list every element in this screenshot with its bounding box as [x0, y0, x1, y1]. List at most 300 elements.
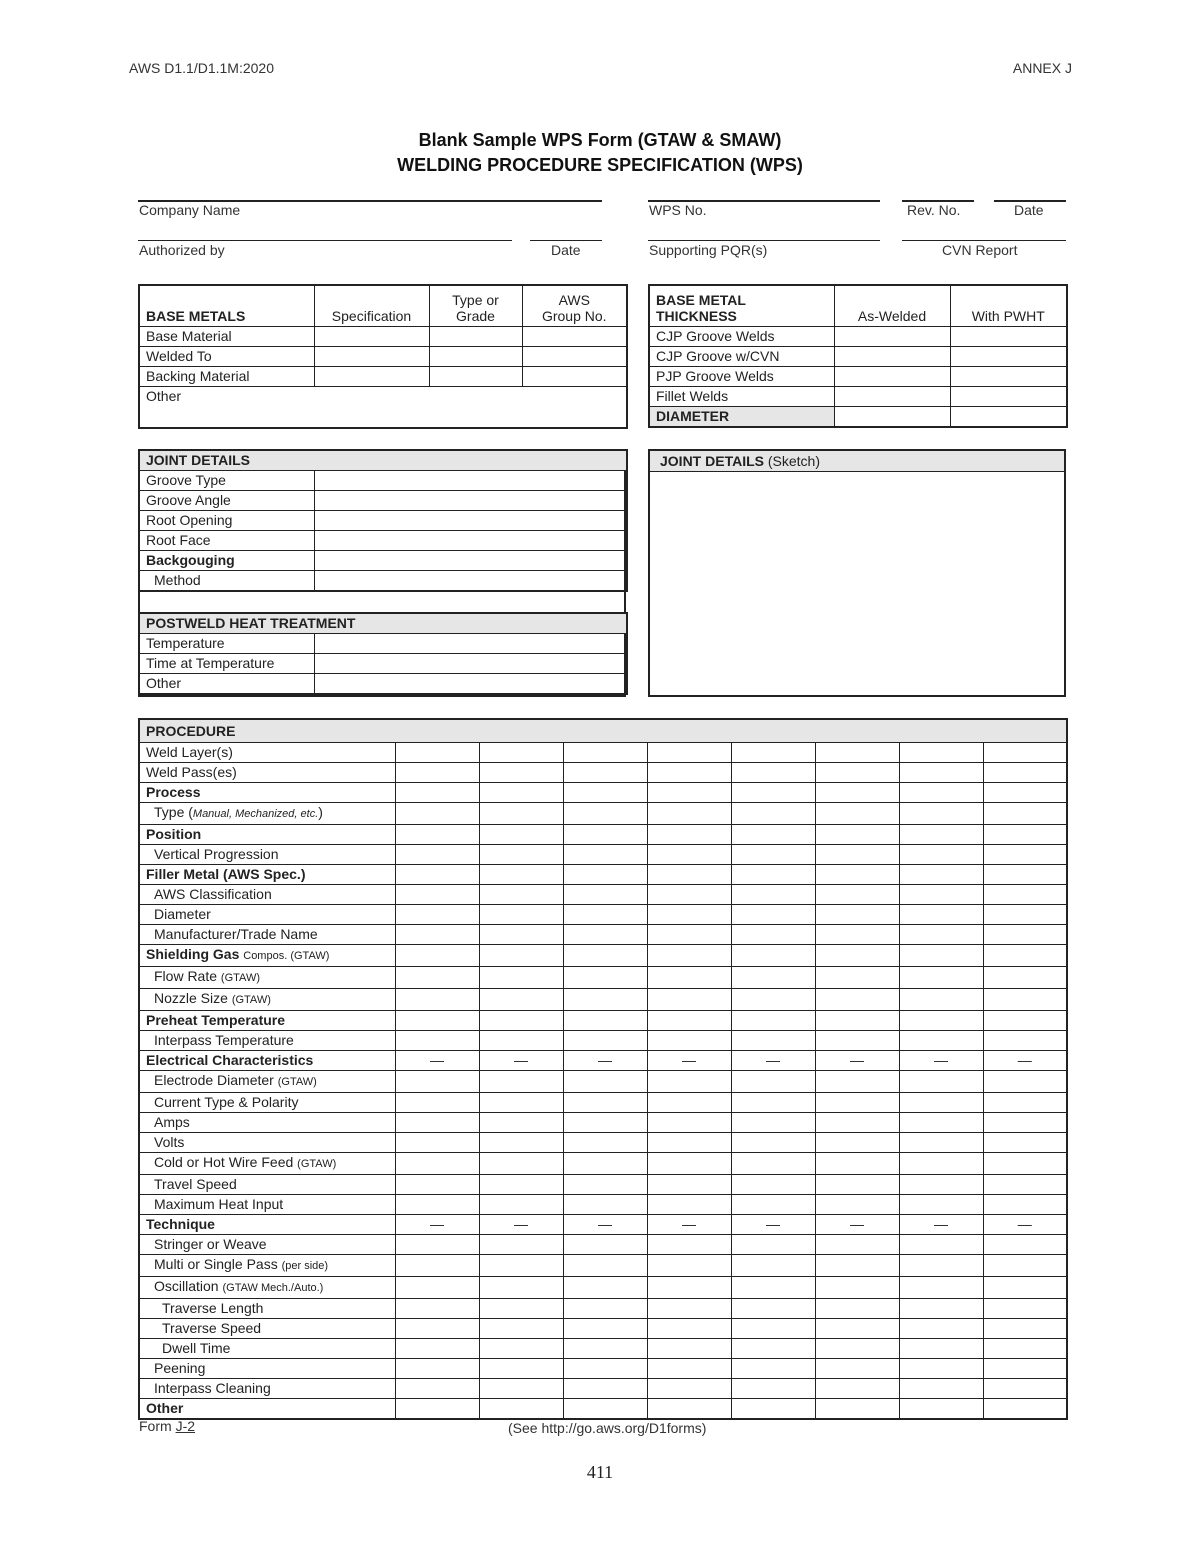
input-cell[interactable] — [563, 989, 647, 1011]
table-row — [139, 1011, 1067, 1031]
forms-url[interactable]: (See http://go.aws.org/D1forms) — [508, 1420, 707, 1436]
input-cell[interactable] — [899, 803, 983, 825]
input-cell[interactable] — [983, 1255, 1067, 1277]
input-cell[interactable] — [983, 1339, 1067, 1359]
input-cell[interactable] — [815, 763, 899, 783]
input-cell[interactable] — [950, 367, 1067, 387]
input-cell[interactable] — [647, 1031, 731, 1051]
input-cell[interactable] — [563, 1175, 647, 1195]
input-cell[interactable] — [647, 1299, 731, 1319]
input-cell[interactable] — [395, 1133, 479, 1153]
input-cell[interactable] — [731, 1153, 815, 1175]
input-cell[interactable] — [647, 845, 731, 865]
input-cell[interactable] — [395, 845, 479, 865]
input-cell[interactable] — [731, 925, 815, 945]
input-cell[interactable] — [899, 1339, 983, 1359]
input-cell[interactable] — [815, 1277, 899, 1299]
input-cell[interactable] — [647, 1195, 731, 1215]
input-cell[interactable] — [899, 825, 983, 845]
input-cell[interactable] — [950, 387, 1067, 407]
input-cell[interactable] — [647, 1319, 731, 1339]
input-cell[interactable] — [731, 783, 815, 803]
input-cell[interactable] — [563, 885, 647, 905]
input-cell[interactable] — [983, 1299, 1067, 1319]
row-label: Peening — [139, 1359, 395, 1379]
input-cell[interactable] — [479, 1113, 563, 1133]
input-cell[interactable] — [983, 1359, 1067, 1379]
input-cell[interactable] — [395, 743, 479, 763]
input-cell[interactable] — [479, 763, 563, 783]
input-cell[interactable] — [899, 865, 983, 885]
input-cell[interactable] — [395, 1195, 479, 1215]
input-cell[interactable] — [314, 571, 627, 592]
input-cell[interactable] — [815, 1093, 899, 1113]
auth-date-line[interactable] — [530, 240, 602, 241]
input-cell[interactable] — [647, 1235, 731, 1255]
input-cell[interactable] — [815, 1339, 899, 1359]
input-cell[interactable] — [899, 967, 983, 989]
row-label: Backgouging — [139, 551, 314, 571]
input-cell[interactable] — [522, 327, 627, 347]
input-cell[interactable] — [563, 1153, 647, 1175]
input-cell[interactable] — [731, 803, 815, 825]
input-cell[interactable] — [395, 865, 479, 885]
input-cell[interactable] — [731, 1133, 815, 1153]
input-cell[interactable] — [479, 1175, 563, 1195]
input-cell[interactable] — [314, 471, 627, 491]
input-cell[interactable] — [314, 511, 627, 531]
input-cell[interactable] — [395, 1399, 479, 1420]
input-cell[interactable] — [429, 327, 522, 347]
input-cell[interactable] — [429, 347, 522, 367]
input-cell[interactable] — [314, 327, 429, 347]
input-cell[interactable] — [314, 531, 627, 551]
input-cell[interactable] — [950, 347, 1067, 367]
input-cell[interactable] — [395, 1255, 479, 1277]
input-cell[interactable] — [563, 1399, 647, 1420]
input-cell[interactable] — [899, 905, 983, 925]
input-cell[interactable] — [983, 1277, 1067, 1299]
input-cell[interactable] — [834, 347, 950, 367]
input-cell[interactable] — [899, 1255, 983, 1277]
input-cell[interactable] — [479, 1399, 563, 1420]
input-cell[interactable] — [647, 945, 731, 967]
input-cell[interactable] — [479, 1093, 563, 1113]
input-cell[interactable] — [647, 1011, 731, 1031]
input-cell[interactable] — [563, 905, 647, 925]
input-cell[interactable] — [731, 743, 815, 763]
input-cell[interactable] — [983, 989, 1067, 1011]
input-cell[interactable] — [731, 1011, 815, 1031]
input-cell[interactable] — [647, 1093, 731, 1113]
input-cell[interactable] — [479, 1299, 563, 1319]
row-label: Groove Type — [139, 471, 314, 491]
input-cell[interactable] — [731, 1379, 815, 1399]
input-cell[interactable] — [395, 1153, 479, 1175]
input-cell[interactable] — [899, 1379, 983, 1399]
input-cell[interactable] — [395, 1319, 479, 1339]
input-cell[interactable] — [395, 885, 479, 905]
input-cell[interactable] — [429, 367, 522, 387]
table-row — [139, 1215, 1067, 1235]
input-cell[interactable] — [899, 743, 983, 763]
input-cell[interactable] — [395, 1093, 479, 1113]
input-cell[interactable] — [563, 967, 647, 989]
input-cell[interactable] — [731, 825, 815, 845]
input-cell[interactable] — [815, 865, 899, 885]
input-cell[interactable] — [647, 1175, 731, 1195]
input-cell[interactable] — [395, 1235, 479, 1255]
input-cell[interactable] — [983, 1319, 1067, 1339]
input-cell[interactable] — [395, 1339, 479, 1359]
input-cell[interactable] — [479, 1031, 563, 1051]
input-cell[interactable] — [479, 845, 563, 865]
input-cell[interactable] — [647, 743, 731, 763]
input-cell[interactable] — [815, 925, 899, 945]
input-cell[interactable] — [395, 1113, 479, 1133]
input-cell[interactable] — [647, 989, 731, 1011]
input-cell[interactable] — [314, 634, 627, 654]
input-cell[interactable] — [983, 1235, 1067, 1255]
input-cell[interactable] — [983, 1093, 1067, 1113]
input-cell[interactable] — [479, 1195, 563, 1215]
sketch-box[interactable] — [648, 449, 1066, 697]
input-cell[interactable] — [479, 1133, 563, 1153]
input-cell[interactable] — [522, 367, 627, 387]
input-cell[interactable] — [563, 1299, 647, 1319]
input-cell[interactable] — [899, 1277, 983, 1299]
input-cell[interactable] — [834, 387, 950, 407]
input-cell[interactable] — [815, 1399, 899, 1420]
input-cell[interactable] — [983, 945, 1067, 967]
input-cell[interactable] — [815, 1031, 899, 1051]
input-cell[interactable] — [731, 967, 815, 989]
input-cell[interactable] — [395, 1071, 479, 1093]
input-cell[interactable] — [731, 763, 815, 783]
input-cell[interactable] — [815, 1175, 899, 1195]
input-cell[interactable] — [815, 989, 899, 1011]
input-cell[interactable] — [899, 1113, 983, 1133]
input-cell[interactable] — [815, 1235, 899, 1255]
input-cell[interactable] — [731, 845, 815, 865]
input-cell[interactable] — [983, 845, 1067, 865]
input-cell[interactable] — [815, 1319, 899, 1339]
input-cell[interactable] — [899, 945, 983, 967]
input-cell[interactable] — [563, 1133, 647, 1153]
input-cell[interactable] — [983, 1153, 1067, 1175]
input-cell[interactable] — [647, 1153, 731, 1175]
input-cell[interactable] — [815, 1255, 899, 1277]
input-cell[interactable] — [563, 783, 647, 803]
input-cell[interactable] — [479, 1235, 563, 1255]
input-cell[interactable] — [479, 989, 563, 1011]
input-cell[interactable] — [899, 1399, 983, 1420]
input-cell[interactable] — [983, 1195, 1067, 1215]
input-cell[interactable] — [647, 783, 731, 803]
input-cell[interactable] — [834, 327, 950, 347]
input-cell[interactable] — [731, 1031, 815, 1051]
input-cell[interactable] — [314, 367, 429, 387]
input-cell[interactable] — [815, 1133, 899, 1153]
input-cell[interactable] — [647, 1379, 731, 1399]
input-cell[interactable] — [563, 925, 647, 945]
input-cell[interactable] — [647, 1399, 731, 1420]
input-cell[interactable] — [395, 825, 479, 845]
input-cell[interactable] — [563, 1319, 647, 1339]
input-cell[interactable] — [983, 803, 1067, 825]
input-cell[interactable] — [731, 885, 815, 905]
table-row — [139, 491, 627, 511]
input-cell[interactable] — [815, 967, 899, 989]
input-cell[interactable] — [647, 865, 731, 885]
input-cell[interactable] — [395, 1277, 479, 1299]
input-cell[interactable] — [899, 783, 983, 803]
input-cell[interactable] — [395, 1031, 479, 1051]
input-cell[interactable] — [395, 1379, 479, 1399]
input-cell[interactable] — [899, 1093, 983, 1113]
input-cell[interactable] — [815, 1379, 899, 1399]
input-cell[interactable] — [731, 945, 815, 967]
input-cell[interactable] — [563, 1277, 647, 1299]
input-cell[interactable] — [815, 743, 899, 763]
input-cell[interactable] — [563, 1093, 647, 1113]
input-cell[interactable] — [647, 825, 731, 845]
input-cell[interactable] — [479, 1379, 563, 1399]
input-cell[interactable] — [395, 1359, 479, 1379]
input-cell[interactable] — [815, 905, 899, 925]
cvn-report-line[interactable] — [902, 240, 1066, 241]
input-cell[interactable] — [899, 1299, 983, 1319]
input-cell[interactable] — [899, 1071, 983, 1093]
input-cell[interactable] — [899, 989, 983, 1011]
dash-cell: — — [815, 1051, 899, 1071]
input-cell[interactable] — [479, 1153, 563, 1175]
input-cell[interactable] — [563, 1255, 647, 1277]
input-cell[interactable] — [563, 1359, 647, 1379]
col-type-grade: Type or Grade — [429, 285, 522, 327]
input-cell[interactable] — [815, 885, 899, 905]
input-cell[interactable] — [983, 743, 1067, 763]
input-cell[interactable] — [479, 1339, 563, 1359]
input-cell[interactable] — [563, 763, 647, 783]
input-cell[interactable] — [899, 925, 983, 945]
input-cell[interactable] — [731, 1175, 815, 1195]
input-cell[interactable] — [899, 1011, 983, 1031]
input-cell[interactable] — [647, 1071, 731, 1093]
input-cell[interactable] — [479, 945, 563, 967]
input-cell[interactable] — [731, 1071, 815, 1093]
input-cell[interactable] — [647, 1133, 731, 1153]
input-cell[interactable] — [479, 925, 563, 945]
input-cell[interactable] — [647, 763, 731, 783]
input-cell[interactable] — [899, 1031, 983, 1051]
input-cell[interactable] — [563, 1235, 647, 1255]
input-cell[interactable] — [950, 407, 1067, 428]
input-cell[interactable] — [731, 1195, 815, 1215]
input-cell[interactable] — [314, 551, 627, 571]
input-cell[interactable] — [731, 1093, 815, 1113]
row-label: Time at Temperature — [139, 654, 314, 674]
input-cell[interactable] — [563, 803, 647, 825]
input-cell[interactable] — [479, 1319, 563, 1339]
input-cell[interactable] — [395, 1299, 479, 1319]
input-cell[interactable] — [563, 1113, 647, 1133]
input-cell[interactable] — [395, 905, 479, 925]
input-cell[interactable] — [983, 1133, 1067, 1153]
input-cell[interactable] — [815, 1359, 899, 1379]
input-cell[interactable] — [563, 1071, 647, 1093]
input-cell[interactable] — [815, 825, 899, 845]
input-cell[interactable] — [815, 1011, 899, 1031]
input-cell[interactable] — [563, 945, 647, 967]
input-cell[interactable] — [314, 654, 627, 674]
input-cell[interactable] — [563, 743, 647, 763]
input-cell[interactable] — [395, 803, 479, 825]
input-cell[interactable] — [395, 989, 479, 1011]
input-cell[interactable] — [731, 1359, 815, 1379]
input-cell[interactable] — [395, 1175, 479, 1195]
base-metals-other[interactable]: Other — [139, 387, 627, 429]
input-cell[interactable] — [899, 1133, 983, 1153]
dash-cell: — — [899, 1215, 983, 1235]
input-cell[interactable] — [899, 1319, 983, 1339]
input-cell[interactable] — [983, 783, 1067, 803]
input-cell[interactable] — [731, 1319, 815, 1339]
input-cell[interactable] — [647, 1113, 731, 1133]
input-cell[interactable] — [479, 1255, 563, 1277]
input-cell[interactable] — [563, 845, 647, 865]
input-cell[interactable] — [815, 1113, 899, 1133]
row-label: Filler Metal (AWS Spec.) — [139, 865, 395, 885]
input-cell[interactable] — [899, 1235, 983, 1255]
input-cell[interactable] — [479, 865, 563, 885]
input-cell[interactable] — [647, 1339, 731, 1359]
input-cell[interactable] — [815, 945, 899, 967]
input-cell[interactable] — [983, 967, 1067, 989]
input-cell[interactable] — [815, 1195, 899, 1215]
input-cell[interactable] — [647, 925, 731, 945]
input-cell[interactable] — [647, 1255, 731, 1277]
input-cell[interactable] — [563, 1031, 647, 1051]
input-cell[interactable] — [479, 1277, 563, 1299]
input-cell[interactable] — [395, 783, 479, 803]
input-cell[interactable] — [647, 885, 731, 905]
input-cell[interactable] — [563, 1339, 647, 1359]
input-cell[interactable] — [983, 1399, 1067, 1420]
input-cell[interactable] — [731, 1113, 815, 1133]
input-cell[interactable] — [834, 407, 950, 428]
input-cell[interactable] — [479, 825, 563, 845]
input-cell[interactable] — [983, 1031, 1067, 1051]
input-cell[interactable] — [647, 803, 731, 825]
input-cell[interactable] — [563, 1011, 647, 1031]
input-cell[interactable] — [731, 1339, 815, 1359]
input-cell[interactable] — [479, 905, 563, 925]
input-cell[interactable] — [479, 803, 563, 825]
input-cell[interactable] — [899, 1153, 983, 1175]
dash-cell: — — [731, 1215, 815, 1235]
input-cell[interactable] — [731, 1255, 815, 1277]
input-cell[interactable] — [983, 905, 1067, 925]
input-cell[interactable] — [522, 347, 627, 367]
input-cell[interactable] — [731, 905, 815, 925]
input-cell[interactable] — [731, 865, 815, 885]
input-cell[interactable] — [983, 1113, 1067, 1133]
input-cell[interactable] — [983, 885, 1067, 905]
input-cell[interactable] — [647, 1359, 731, 1379]
input-cell[interactable] — [731, 1277, 815, 1299]
input-cell[interactable] — [479, 967, 563, 989]
input-cell[interactable] — [815, 1299, 899, 1319]
input-cell[interactable] — [899, 763, 983, 783]
input-cell[interactable] — [479, 743, 563, 763]
input-cell[interactable] — [983, 1175, 1067, 1195]
input-cell[interactable] — [983, 1071, 1067, 1093]
input-cell[interactable] — [647, 1277, 731, 1299]
input-cell[interactable] — [983, 1379, 1067, 1399]
input-cell[interactable] — [314, 674, 627, 695]
input-cell[interactable] — [983, 763, 1067, 783]
dash-cell: — — [815, 1215, 899, 1235]
input-cell[interactable] — [731, 1299, 815, 1319]
table-row — [139, 531, 627, 551]
input-cell[interactable] — [479, 1071, 563, 1093]
input-cell[interactable] — [899, 885, 983, 905]
input-cell[interactable] — [983, 865, 1067, 885]
input-cell[interactable] — [395, 763, 479, 783]
input-cell[interactable] — [563, 1379, 647, 1399]
input-cell[interactable] — [950, 327, 1067, 347]
input-cell[interactable] — [395, 945, 479, 967]
table-row — [139, 845, 1067, 865]
input-cell[interactable] — [899, 1175, 983, 1195]
input-cell[interactable] — [983, 825, 1067, 845]
input-cell[interactable] — [815, 783, 899, 803]
input-cell[interactable] — [314, 347, 429, 367]
input-cell[interactable] — [563, 865, 647, 885]
input-cell[interactable] — [899, 845, 983, 865]
procedure-table — [138, 718, 1068, 1420]
input-cell[interactable] — [815, 1153, 899, 1175]
authorized-by-line[interactable] — [138, 240, 512, 241]
input-cell[interactable] — [899, 1359, 983, 1379]
input-cell[interactable] — [395, 925, 479, 945]
input-cell[interactable] — [983, 1011, 1067, 1031]
input-cell[interactable] — [395, 967, 479, 989]
input-cell[interactable] — [314, 491, 627, 511]
input-cell[interactable] — [563, 1195, 647, 1215]
input-cell[interactable] — [647, 905, 731, 925]
input-cell[interactable] — [395, 1011, 479, 1031]
input-cell[interactable] — [815, 1071, 899, 1093]
input-cell[interactable] — [647, 967, 731, 989]
input-cell[interactable] — [899, 1195, 983, 1215]
input-cell[interactable] — [983, 925, 1067, 945]
input-cell[interactable] — [815, 803, 899, 825]
input-cell[interactable] — [731, 989, 815, 1011]
table-row — [139, 1051, 1067, 1071]
input-cell[interactable] — [479, 1359, 563, 1379]
input-cell[interactable] — [479, 885, 563, 905]
input-cell[interactable] — [834, 367, 950, 387]
supporting-pqr-line[interactable] — [648, 240, 880, 241]
input-cell[interactable] — [479, 1011, 563, 1031]
input-cell[interactable] — [479, 783, 563, 803]
input-cell[interactable] — [731, 1235, 815, 1255]
input-cell[interactable] — [815, 845, 899, 865]
input-cell[interactable] — [563, 825, 647, 845]
input-cell[interactable] — [731, 1399, 815, 1420]
